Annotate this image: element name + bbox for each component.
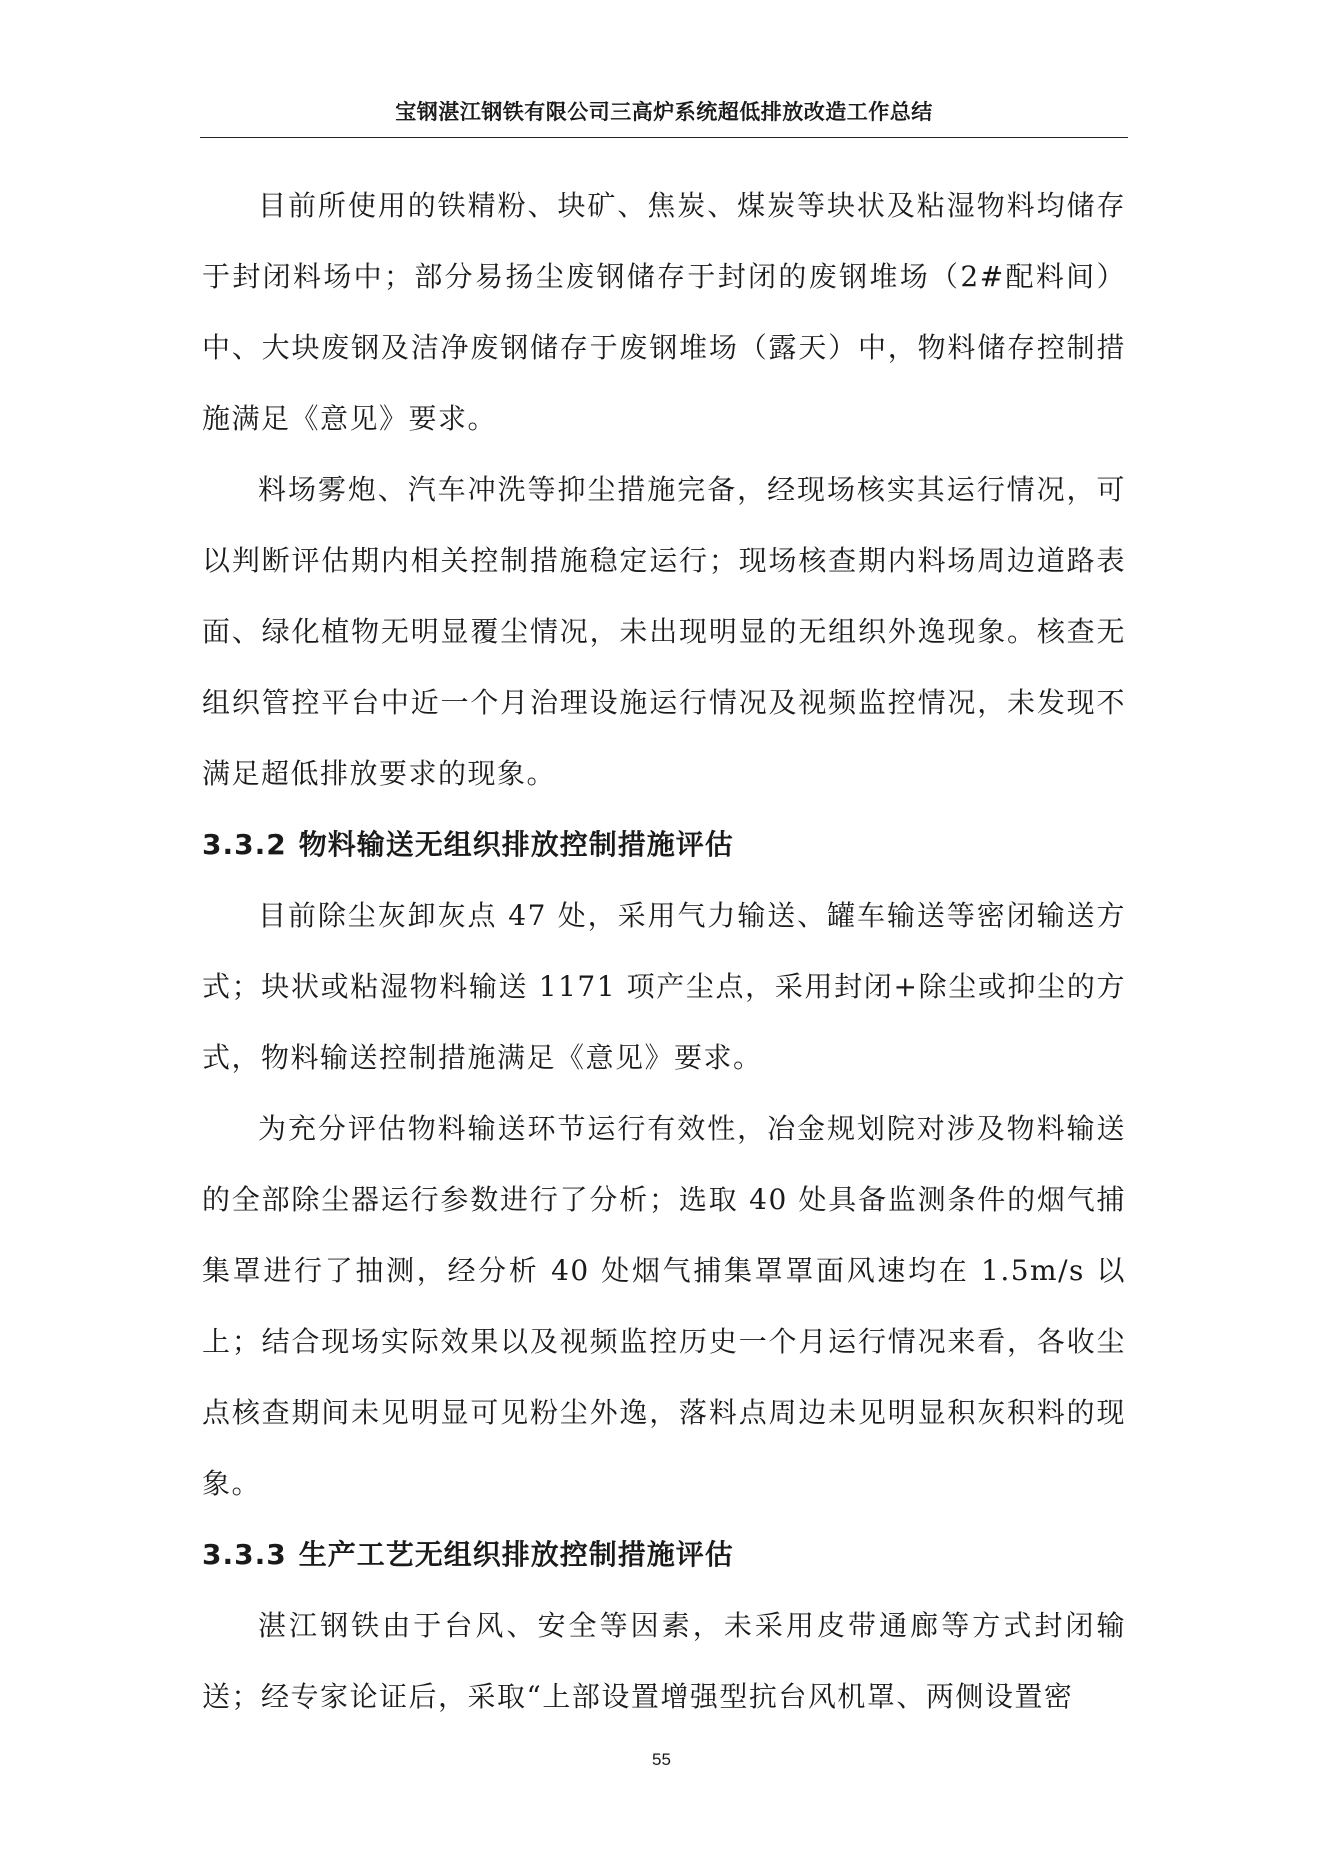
section-heading-3-3-3: [202, 1519, 1126, 1590]
section-title: 生产工艺无组织排放控制措施评估: [298, 1538, 734, 1571]
section-title: 物料输送无组织排放控制措施评估: [298, 828, 734, 861]
section-number: 3.3.3: [202, 1538, 287, 1571]
paragraph-unloading-points: 目前除尘灰卸灰点 47 处，采用气力输送、罐车输送等密闭输送方式；块状或粘湿物料输送 1171 项产尘点，采用封闭+除尘或抑尘的方式，物料输送控制措施满足《意见》要求。: [202, 899, 1126, 1074]
paragraph-dust-suppression: 料场雾炮、汽车冲洗等抑尘措施完备，经现场核实其运行情况，可以判断评估期内相关控制措施稳定运行；现场核查期内料场周边道路表面、绿化植物无明显覆尘情况，未出现明显的无组织外逸现象。核查无组织管控平台中近一个月治理设施运行情况及视频监控情况，未发现不满足超低排放要求的现象。: [202, 473, 1126, 790]
paragraph-production-process: 湛江钢铁由于台风、安全等因素，未采用皮带通廊等方式封闭输送；经专家论证后，采取“上部设置增强型抗台风机罩、两侧设置密: [202, 1609, 1126, 1713]
page-number: 55: [652, 1750, 671, 1769]
paragraph-material-storage: 目前所使用的铁精粉、块矿、焦炭、煤炭等块状及粘湿物料均储存于封闭料场中；部分易扬尘废钢储存于封闭的废钢堆场（2#配料间）中、大块废钢及洁净废钢储存于废钢堆场（露天）中，物料储存控制措施满足《意见》要求。: [202, 189, 1126, 435]
section-heading-3-3-2: [202, 809, 1126, 880]
document-body: [202, 170, 1126, 1732]
paragraph-transport-evaluation: 为充分评估物料输送环节运行有效性，冶金规划院对涉及物料输送的全部除尘器运行参数进行了分析；选取 40 处具备监测条件的烟气捕集罩进行了抽测，经分析 40 处烟气捕集罩罩面风速均在 1.5m/s 以上；结合现场实际效果以及视频监控历史一个月运行情况来看，各收尘点核查期间未见明显可见粉尘外逸，落料点周边未见明显积灰积料的现象。: [202, 1112, 1126, 1500]
header-rule: [200, 137, 1128, 138]
section-number: 3.3.2: [202, 828, 287, 861]
page-header: 宝钢湛江钢铁有限公司三高炉系统超低排放改造工作总结: [395, 100, 933, 124]
